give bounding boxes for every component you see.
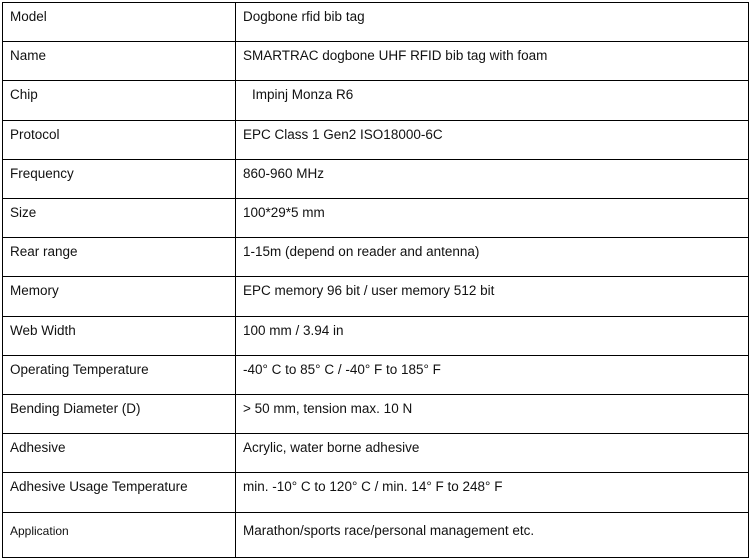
row-label: Adhesive Usage Temperature (3, 473, 236, 512)
table-row (3, 81, 749, 120)
row-value: 100 mm / 3.94 in (236, 316, 749, 355)
row-value: 860-960 MHz (236, 159, 749, 198)
row-label: Memory (3, 277, 236, 316)
table-row (3, 473, 749, 512)
table-row (3, 277, 749, 316)
row-label: Adhesive (3, 434, 236, 473)
table-row (3, 316, 749, 355)
table-row (3, 159, 749, 198)
row-value: SMARTRAC dogbone UHF RFID bib tag with foam (236, 42, 749, 81)
row-label: Web Width (3, 316, 236, 355)
table-row (3, 238, 749, 277)
table-row (3, 120, 749, 159)
row-value: -40° C to 85° C / -40° F to 185° F (236, 355, 749, 394)
table-row (3, 395, 749, 434)
table-row (3, 434, 749, 473)
table-row (3, 199, 749, 238)
row-value: Acrylic, water borne adhesive (236, 434, 749, 473)
row-value: EPC memory 96 bit / user memory 512 bit (236, 277, 749, 316)
row-label: Chip (3, 81, 236, 120)
table-row (3, 355, 749, 394)
row-value: 100*29*5 mm (236, 199, 749, 238)
row-label: Rear range (3, 238, 236, 277)
row-value: EPC Class 1 Gen2 ISO18000-6C (236, 120, 749, 159)
spec-table (2, 2, 749, 558)
row-value: > 50 mm, tension max. 10 N (236, 395, 749, 434)
row-value: 1-15m (depend on reader and antenna) (236, 238, 749, 277)
row-label: Size (3, 199, 236, 238)
row-value: Marathon/sports race/personal management etc. (236, 512, 749, 557)
row-label: Operating Temperature (3, 355, 236, 394)
row-label: Protocol (3, 120, 236, 159)
row-value: Dogbone rfid bib tag (236, 3, 749, 42)
table-row (3, 42, 749, 81)
table-row (3, 512, 749, 557)
table-row (3, 3, 749, 42)
row-value: min. -10° C to 120° C / min. 14° F to 248° F (236, 473, 749, 512)
row-label: Name (3, 42, 236, 81)
row-label: Frequency (3, 159, 236, 198)
row-label: Bending Diameter (D) (3, 395, 236, 434)
row-label: Application (3, 512, 236, 557)
row-value: Impinj Monza R6 (236, 81, 749, 120)
row-label: Model (3, 3, 236, 42)
